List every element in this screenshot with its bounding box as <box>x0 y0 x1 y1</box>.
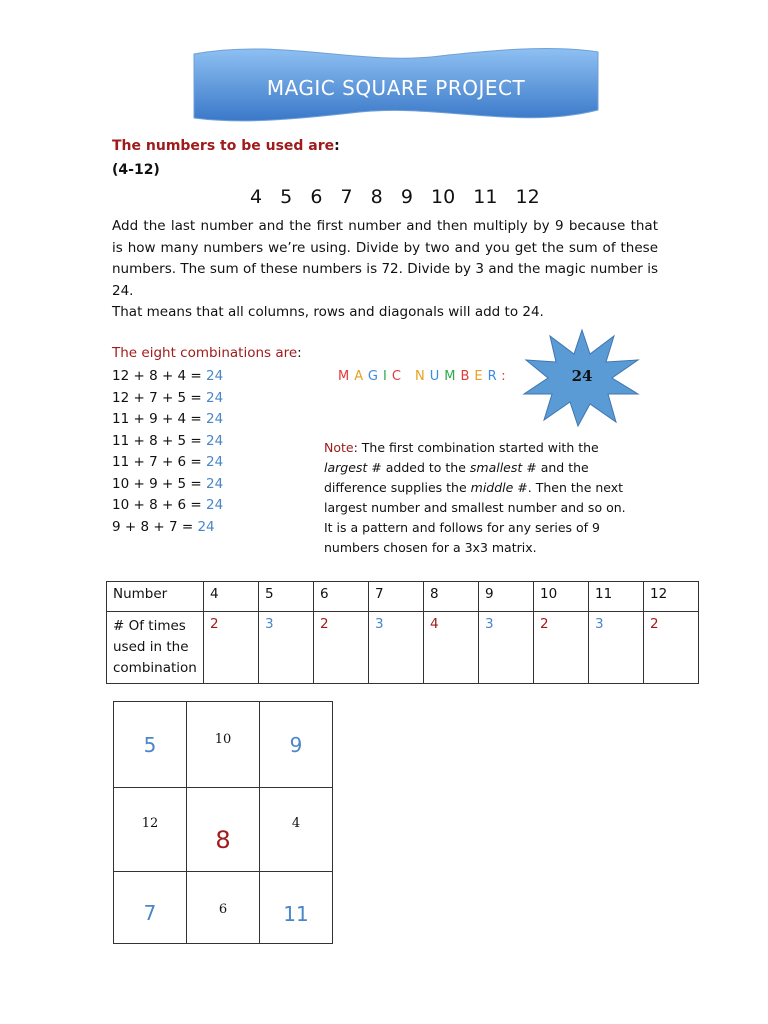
table-cell: 2 <box>314 612 369 684</box>
title-banner <box>190 44 602 126</box>
grid-value: 4 <box>291 816 301 831</box>
note-emphasis-middle: middle # <box>470 480 528 495</box>
combination-sum: 24 <box>206 368 224 384</box>
magic-number-star <box>522 328 642 428</box>
grid-value: 9 <box>289 732 303 757</box>
table-row <box>114 788 333 872</box>
grid-value: 8 <box>215 825 231 854</box>
table-header-number: Number <box>107 582 204 612</box>
grid-cell <box>260 872 333 944</box>
grid-cell <box>187 788 260 872</box>
note-emphasis-largest: largest # <box>324 460 382 475</box>
numbers-used-label <box>112 138 340 154</box>
grid-cell <box>114 872 187 944</box>
table-cell: 3 <box>479 612 534 684</box>
combinations-label <box>112 345 302 361</box>
note-emphasis-smallest: smallest # <box>469 460 537 475</box>
number-range: (4-12) <box>112 162 160 178</box>
list-item <box>112 366 223 388</box>
note-paragraph <box>324 438 634 558</box>
list-item <box>112 388 223 410</box>
explanation-paragraph <box>112 216 658 324</box>
grid-cell <box>187 702 260 788</box>
table-cell: 10 <box>534 582 589 612</box>
combination-expression: 10 + 9 + 5 = <box>112 475 207 492</box>
numbers-sequence: 4 5 6 7 8 9 10 11 12 <box>250 186 540 208</box>
combination-sum: 24 <box>206 497 224 513</box>
combination-expression: 10 + 8 + 6 = <box>112 497 207 513</box>
combination-sum: 24 <box>206 432 224 449</box>
magic-square-grid <box>113 701 333 944</box>
grid-value: 7 <box>143 900 157 925</box>
list-item <box>112 409 223 431</box>
grid-value: 10 <box>214 732 232 747</box>
table-cell: 3 <box>369 612 424 684</box>
table-header-times-used: # Of times used in the combination <box>107 612 204 684</box>
table-cell: 7 <box>369 582 424 612</box>
magic-number-value: 24 <box>571 367 593 385</box>
list-item <box>112 517 223 539</box>
grid-cell <box>260 702 333 788</box>
combination-sum: 24 <box>206 454 224 470</box>
numbers-used-colon: : <box>334 138 340 154</box>
table-cell: 12 <box>644 582 699 612</box>
explanation-conclusion: That means that all columns, rows and diagonals will add to 24. <box>112 304 544 320</box>
table-cell: 4 <box>424 612 479 684</box>
note-colon: : <box>353 440 358 455</box>
note-label: Note <box>324 440 354 455</box>
combination-expression: 11 + 7 + 6 = <box>112 454 207 470</box>
combination-expression: 12 + 8 + 4 = <box>112 368 207 384</box>
list-item <box>112 452 223 474</box>
note-text-3: and the difference supplies the <box>324 460 589 495</box>
table-cell: 2 <box>204 612 259 684</box>
grid-value: 11 <box>283 901 309 926</box>
combination-expression: 9 + 8 + 7 = <box>112 518 198 535</box>
combinations-colon: : <box>297 345 302 361</box>
grid-value: 12 <box>141 816 159 831</box>
combination-sum: 24 <box>206 475 224 492</box>
grid-value: 6 <box>218 902 228 917</box>
grid-cell <box>260 788 333 872</box>
table-cell: 11 <box>589 582 644 612</box>
note-text-1: The first combination started with the <box>357 440 599 455</box>
combination-expression: 11 + 9 + 4 = <box>112 411 207 427</box>
table-cell: 5 <box>259 582 314 612</box>
explanation-text: Add the last number and the first number and then multiply by 9 because that is how many numbers we’re using. Divide by two and you get the sum of these numbers. The sum of these numbers is 72. Divide by 3 and the magic number is 24. <box>112 218 658 299</box>
table-cell: 3 <box>589 612 644 684</box>
combinations-list <box>112 366 223 538</box>
combination-expression: 12 + 7 + 5 = <box>112 389 207 406</box>
grid-cell <box>187 872 260 944</box>
table-row <box>114 702 333 788</box>
table-cell: 4 <box>204 582 259 612</box>
magic-number-text: MAGIC NUMBER: <box>338 369 511 384</box>
grid-cell <box>114 788 187 872</box>
list-item <box>112 474 223 496</box>
list-item <box>112 495 223 517</box>
note-text-4: . Then the next largest number and smallest number and so on. It is a pattern and follows for any series of 9 numbers chosen for a 3x3 matrix. <box>324 480 626 555</box>
table-cell: 2 <box>534 612 589 684</box>
grid-cell <box>114 702 187 788</box>
combinations-text: The eight combinations are <box>112 345 298 361</box>
usage-table <box>106 581 699 684</box>
combination-sum: 24 <box>206 411 224 427</box>
table-cell: 9 <box>479 582 534 612</box>
combination-sum: 24 <box>197 518 215 535</box>
combination-expression: 11 + 8 + 5 = <box>112 432 207 449</box>
table-cell: 2 <box>644 612 699 684</box>
grid-value: 5 <box>143 732 157 757</box>
table-row <box>107 582 699 612</box>
table-cell: 8 <box>424 582 479 612</box>
page-title: MAGIC SQUARE PROJECT <box>266 76 526 100</box>
table-cell: 3 <box>259 612 314 684</box>
combination-sum: 24 <box>206 389 224 406</box>
table-row <box>107 612 699 684</box>
magic-number-label <box>338 369 511 384</box>
table-cell: 6 <box>314 582 369 612</box>
table-row <box>114 872 333 944</box>
numbers-used-text: The numbers to be used are <box>112 138 335 154</box>
list-item <box>112 431 223 453</box>
note-text-2: added to the <box>381 460 470 475</box>
